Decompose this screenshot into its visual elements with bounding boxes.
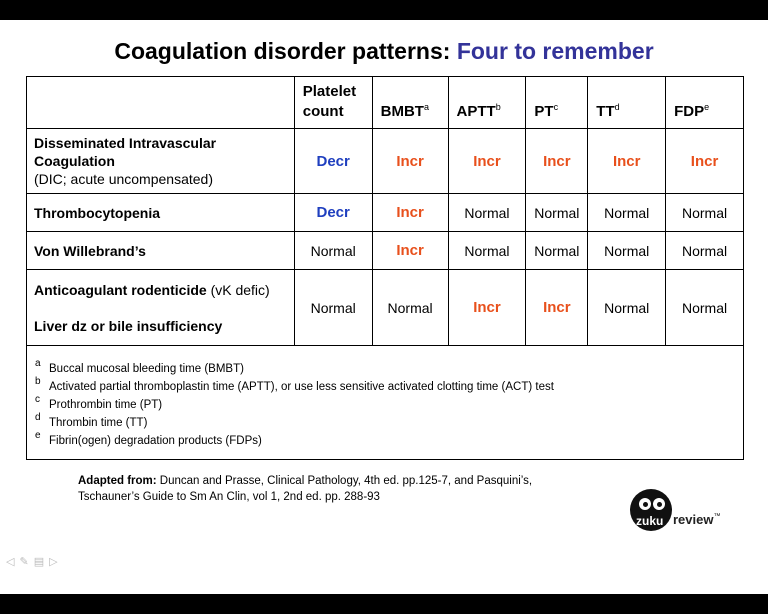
bottom-black-bar <box>0 594 768 614</box>
header-platelet-count: Platelet count <box>294 77 372 129</box>
table-cell <box>666 194 744 232</box>
table-cell <box>372 129 448 194</box>
menu-icon[interactable]: ▤ <box>33 556 50 568</box>
cell-value-norm: Normal <box>604 242 650 259</box>
table-cell <box>294 194 372 232</box>
cell-value-incr: Incr <box>396 242 424 259</box>
header-bmbt: BMBT$^a$ <box>372 77 448 129</box>
cell-value-norm: Normal <box>534 204 580 221</box>
cell-value-incr: Incr <box>396 204 424 221</box>
table-row <box>27 194 744 232</box>
previous-icon[interactable]: ◁ <box>6 556 20 568</box>
table-cell <box>526 270 588 346</box>
table-cell <box>666 232 744 270</box>
owl-logo-icon: zuku <box>630 489 672 531</box>
cell-value-norm: Normal <box>604 204 650 221</box>
cell-value-norm: Normal <box>682 242 728 259</box>
cell-value-incr: Incr <box>473 299 501 316</box>
title-accent: Four to remember <box>456 38 654 64</box>
cell-value-decr: Decr <box>316 204 350 221</box>
cell-value-norm: Normal <box>464 204 510 221</box>
cell-value-incr: Incr <box>690 152 719 170</box>
row-label-rodenticide-liver: Anticoagulant rodenticide (vK defic) Liver dz or bile insufficiency <box>27 270 295 346</box>
header-empty <box>27 77 295 129</box>
table-row <box>27 232 744 270</box>
table-cell <box>666 129 744 194</box>
header-tt: $TT^d$ <box>588 77 666 129</box>
slideshow-nav[interactable] <box>6 555 63 568</box>
cell-value-incr: Incr <box>473 152 501 170</box>
next-icon[interactable]: ▷ <box>49 556 63 568</box>
table-cell <box>526 129 588 194</box>
source-citation: Adapted from: Duncan and Prasse, Clinical Pathology, 4th ed. pp.125-7, and Pasquini’s, Tschauner’s Guide to Sm An Clin, vol 1, 2nd ed. pp. 288-93 <box>78 475 533 503</box>
table-cell <box>372 270 448 346</box>
footnote-d: d Thrombin time (TT) <box>35 412 148 429</box>
table-cell <box>448 270 526 346</box>
header-pt: $PT^c$ <box>526 77 588 129</box>
table-cell <box>448 194 526 232</box>
row-label-dic: Disseminated Intravascular Coagulation (DIC; acute uncompensated) <box>27 129 295 194</box>
cell-value-norm: Normal <box>310 299 356 316</box>
table-cell <box>448 129 526 194</box>
header-aptt: APTT$^b$ <box>448 77 526 129</box>
cell-value-incr: Incr <box>543 299 571 316</box>
table-cell <box>588 232 666 270</box>
cell-value-incr: Incr <box>396 152 424 170</box>
table-cell <box>294 270 372 346</box>
table-cell <box>294 129 372 194</box>
table-cell <box>294 232 372 270</box>
table-cell <box>666 270 744 346</box>
footnote-e: e Fibrin(ogen) degradation products (FDPs) <box>35 430 262 447</box>
table-cell <box>588 129 666 194</box>
footnote-c: c Prothrombin time (PT) <box>35 394 163 411</box>
footnote-b: b Activated partial thromboplastin time (APTT), or use less sensitive activated clotting time (ACT) test <box>35 376 554 393</box>
row-label-von-willebrands: Von Willebrand’s <box>27 232 295 270</box>
cell-value-norm: Normal <box>387 299 433 316</box>
cell-value-norm: Normal <box>310 242 356 259</box>
header-row <box>27 77 744 129</box>
cell-value-norm: Normal <box>682 204 728 221</box>
table-cell <box>526 194 588 232</box>
table-cell <box>372 194 448 232</box>
footnotes-row <box>27 346 744 460</box>
top-black-bar <box>0 0 768 20</box>
table-cell <box>526 232 588 270</box>
logo-wordmark: review™ <box>673 512 721 527</box>
row-label-thrombocytopenia: Thrombocytopenia <box>27 194 295 232</box>
pen-icon[interactable]: ✎ <box>19 556 34 568</box>
cell-value-norm: Normal <box>464 242 510 259</box>
cell-value-norm: Normal <box>534 242 580 259</box>
table-row <box>27 270 744 346</box>
table-cell <box>372 232 448 270</box>
table-cell <box>588 270 666 346</box>
cell-value-norm: Normal <box>604 299 650 316</box>
header-fdp: FDP$^e$ <box>666 77 744 129</box>
table-row <box>27 129 744 194</box>
table-cell <box>588 194 666 232</box>
cell-value-decr: Decr <box>316 152 350 170</box>
title-main: Coagulation disorder patterns: <box>114 38 451 64</box>
zukureview-logo <box>628 489 728 533</box>
cell-value-norm: Normal <box>682 299 728 316</box>
cell-value-incr: Incr <box>543 152 571 170</box>
coagulation-table <box>26 76 744 460</box>
footnotes <box>27 346 744 460</box>
slide-title <box>0 38 768 65</box>
table-cell <box>448 232 526 270</box>
cell-value-incr: Incr <box>612 152 641 170</box>
footnote-a: a Buccal mucosal bleeding time (BMBT) <box>35 358 244 375</box>
